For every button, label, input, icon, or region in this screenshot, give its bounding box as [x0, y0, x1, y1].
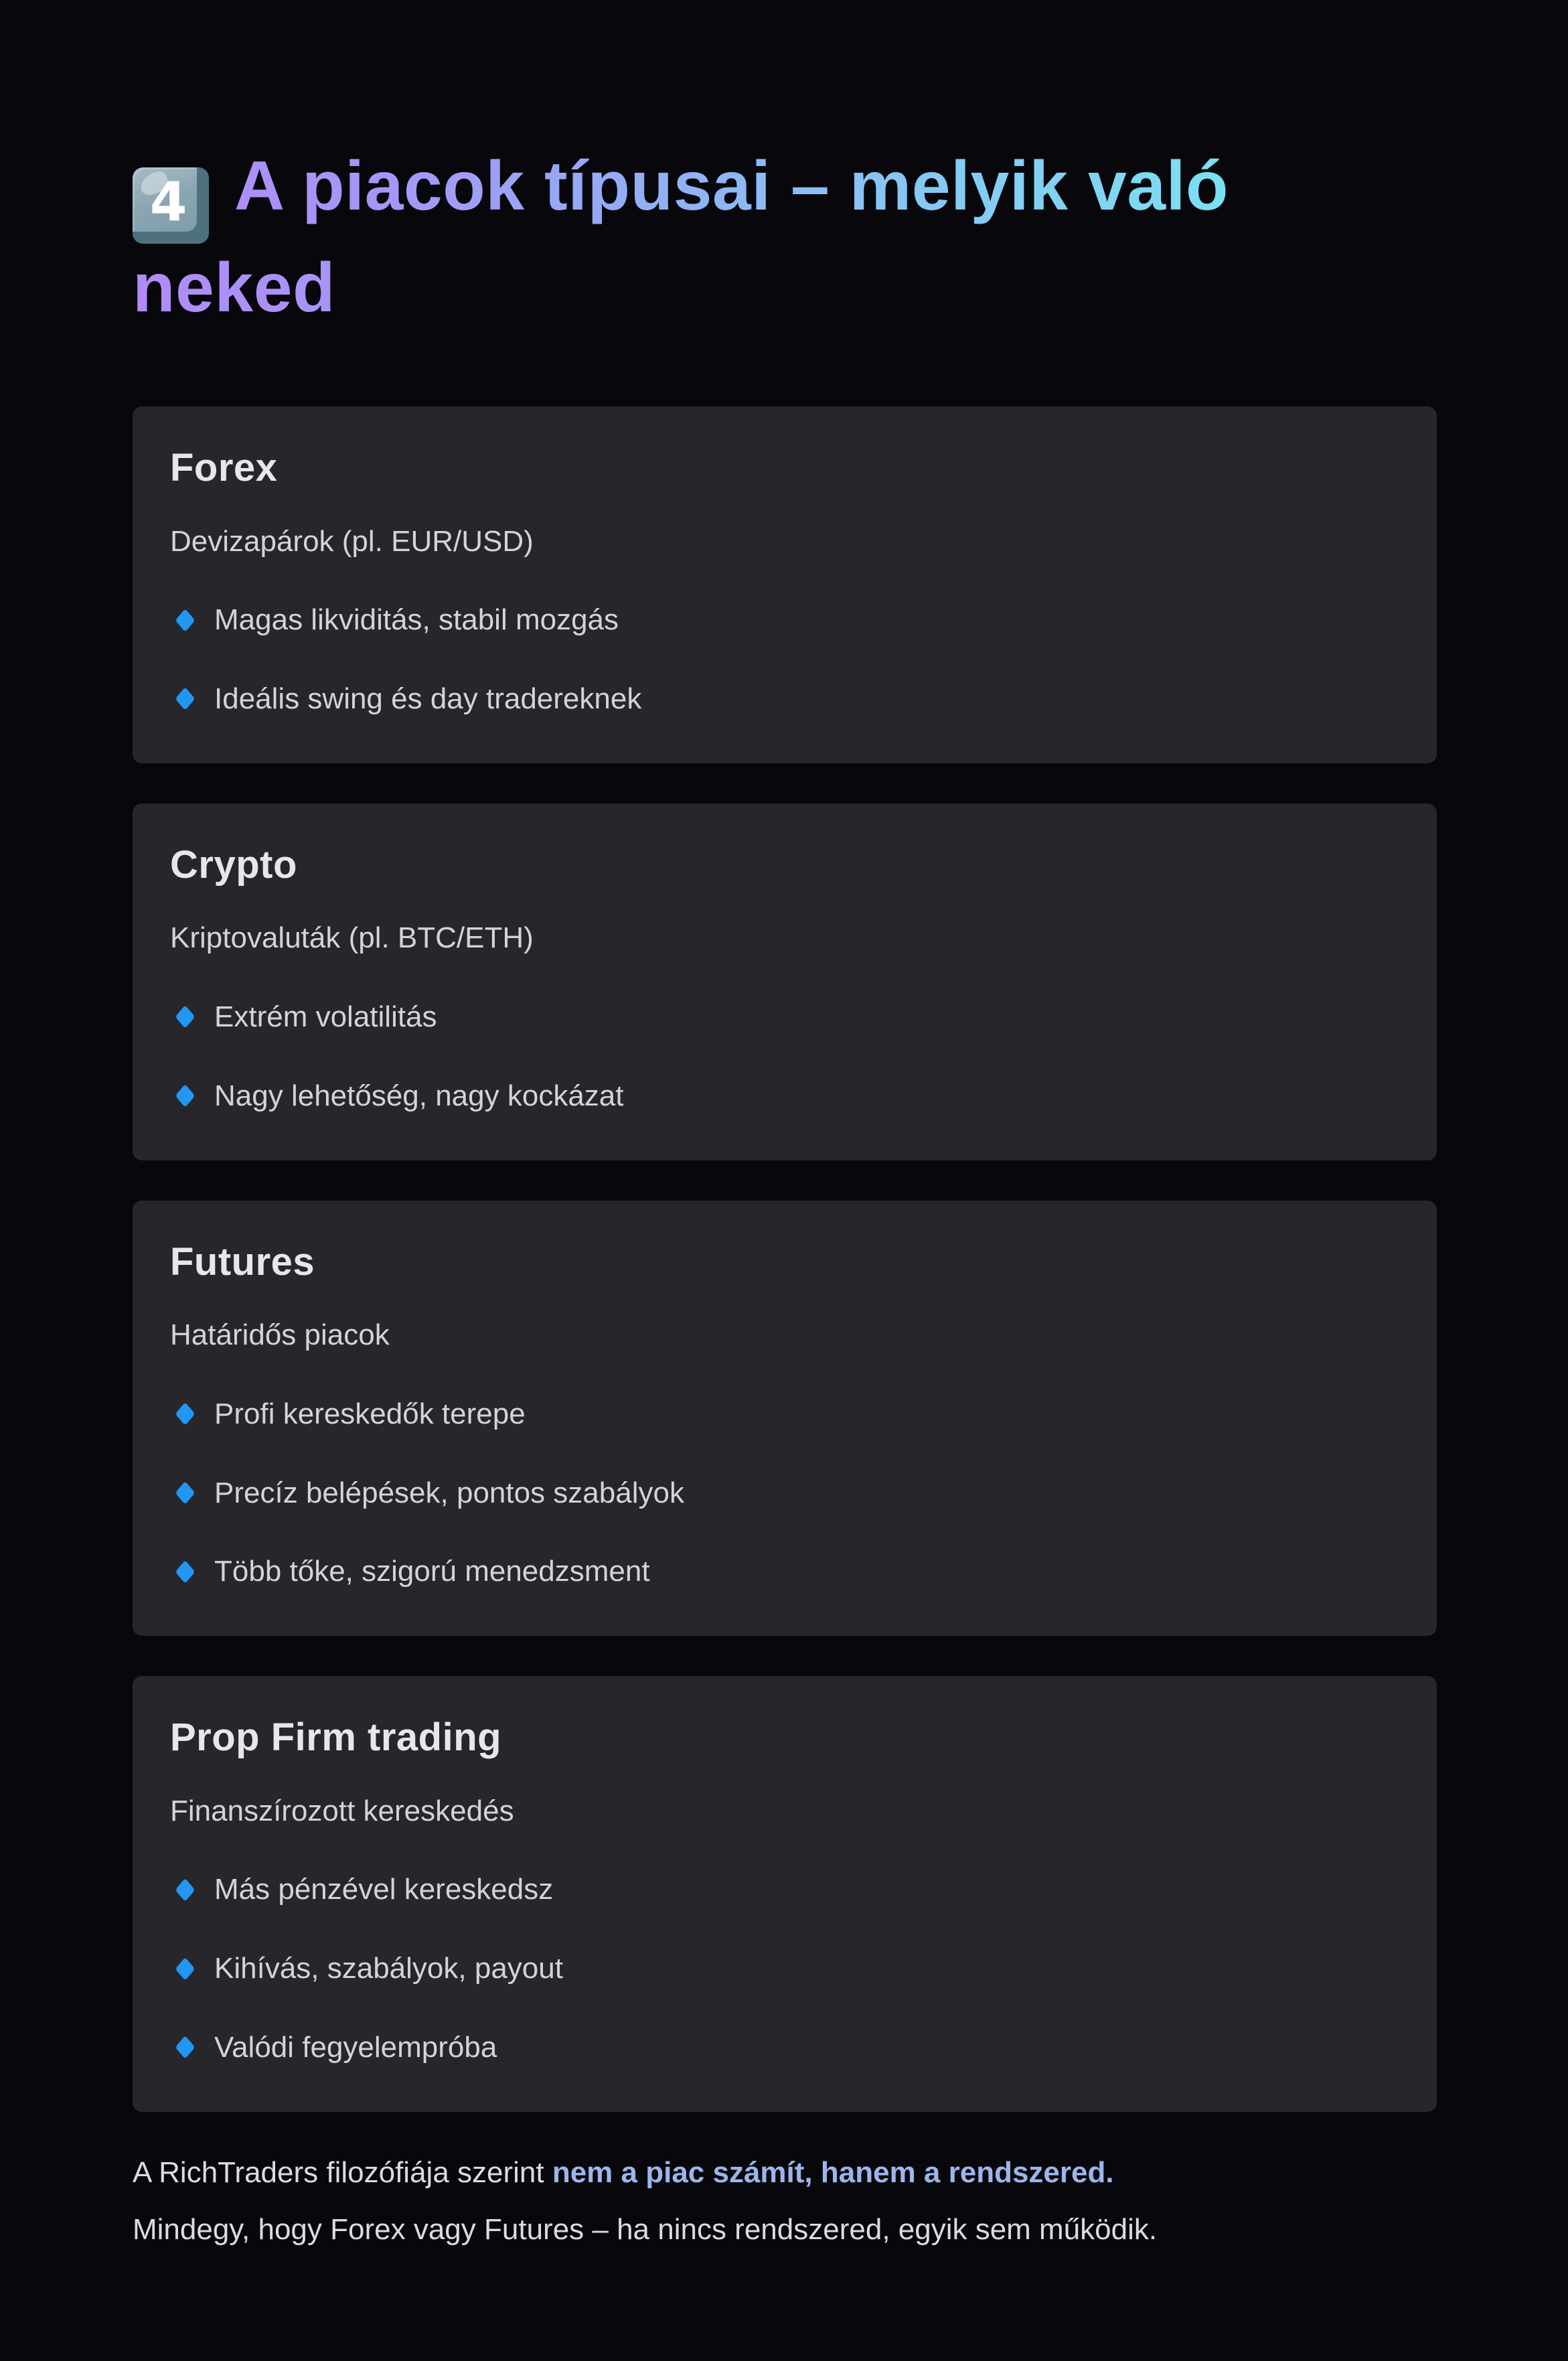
blue-diamond-icon	[175, 1957, 195, 1981]
blue-diamond-icon	[175, 1084, 195, 1108]
list-item	[170, 1472, 1399, 1515]
card-title: Prop Firm trading	[170, 1716, 502, 1760]
blue-diamond-icon	[175, 1878, 195, 1902]
bullet-text: Több tőke, szigorú menedzsment	[214, 1555, 650, 1588]
card-subtitle: Devizapárok (pl. EUR/USD)	[170, 524, 534, 558]
card-title: Futures	[170, 1239, 315, 1284]
footer-line-2	[133, 2209, 1437, 2251]
page-title-line2: neked	[133, 249, 336, 327]
list-item	[170, 1550, 1399, 1593]
bullet-text: Magas likviditás, stabil mozgás	[214, 603, 619, 637]
blue-diamond-icon	[175, 1402, 195, 1426]
blue-diamond-icon	[175, 2036, 195, 2059]
list-item	[170, 1868, 1399, 1911]
bullet-list	[170, 1393, 1399, 1593]
page-title-line1: A piacok típusai – melyik való	[234, 147, 1229, 225]
bullet-list	[170, 599, 1399, 720]
bullet-text: Ideális swing és day tradereknek	[214, 682, 642, 716]
list-item	[170, 1393, 1399, 1436]
list-item	[170, 1947, 1399, 1990]
footer-text: Mindegy, hogy Forex vagy Futures – ha nincs rendszered, egyik sem működik.	[133, 2213, 1158, 2246]
blue-diamond-icon	[175, 1481, 195, 1505]
card-title: Crypto	[170, 842, 297, 887]
footer-text: A RichTraders filozófiája szerint	[133, 2155, 552, 2189]
bullet-text: Valódi fegyelempróba	[214, 2031, 497, 2064]
bullet-text: Más pénzével kereskedsz	[214, 1873, 554, 1906]
list-item	[170, 2026, 1399, 2069]
blue-diamond-icon	[175, 609, 195, 632]
card-prop-firm-trading	[133, 1676, 1437, 2112]
card-crypto	[133, 804, 1437, 1160]
footer-paragraph	[133, 2152, 1437, 2251]
blue-diamond-icon	[175, 1005, 195, 1029]
bullet-text: Profi kereskedők terepe	[214, 1397, 526, 1430]
bullet-text: Precíz belépések, pontos szabályok	[214, 1476, 684, 1509]
bullet-text: Extrém volatilitás	[214, 1000, 437, 1034]
bullet-list	[170, 996, 1399, 1118]
list-item	[170, 599, 1399, 641]
page-title	[133, 142, 1229, 333]
footer-highlight: nem a piac számít, hanem a rendszered.	[552, 2155, 1114, 2189]
bullet-text: Kihívás, szabályok, payout	[214, 1952, 563, 1985]
list-item	[170, 1075, 1399, 1118]
blue-diamond-icon	[175, 687, 195, 710]
blue-diamond-icon	[175, 1560, 195, 1584]
card-subtitle: Kriptovaluták (pl. BTC/ETH)	[170, 921, 534, 955]
card-futures	[133, 1201, 1437, 1636]
card-subtitle: Finanszírozott kereskedés	[170, 1794, 514, 1827]
bullet-text: Nagy lehetőség, nagy kockázat	[214, 1079, 624, 1112]
card-subtitle: Határidős piacok	[170, 1318, 390, 1352]
list-item	[170, 996, 1399, 1039]
footer-line-1	[133, 2152, 1437, 2194]
keycap-4-icon: 4	[133, 167, 209, 244]
bullet-list	[170, 1868, 1399, 2068]
card-title: Forex	[170, 446, 278, 490]
card-forex	[133, 406, 1437, 763]
list-item	[170, 678, 1399, 720]
